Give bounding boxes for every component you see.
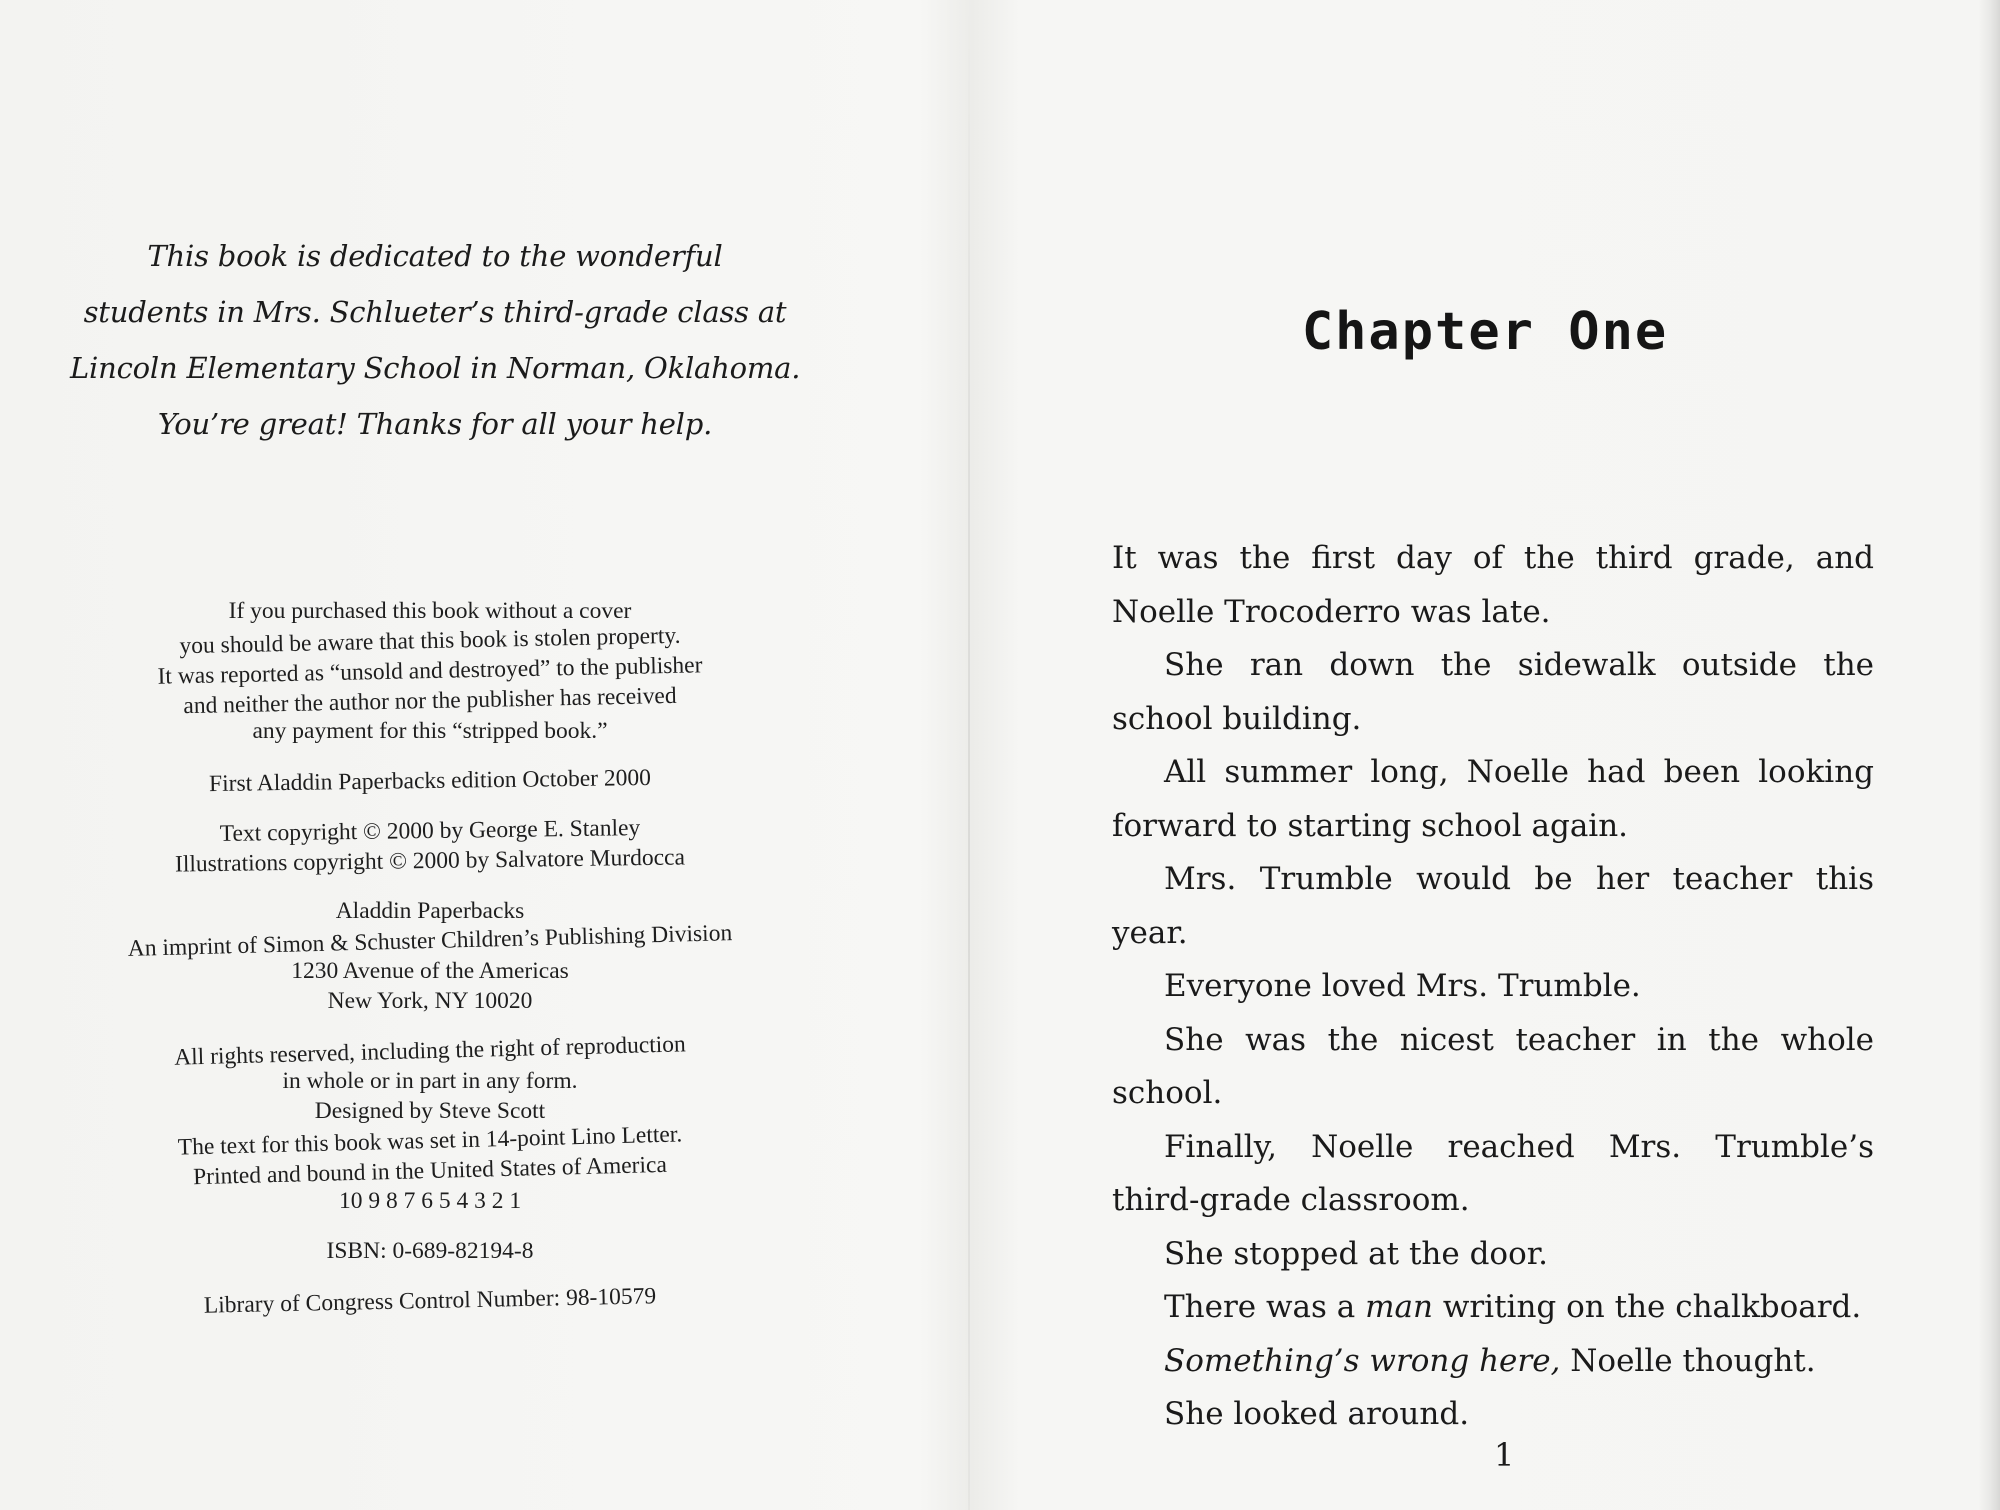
paragraph: She stopped at the door. [1164,1235,1549,1272]
lccn [80,1283,780,1319]
rights-line: All rights reserved, including the right of reproduction [173,1031,687,1071]
paragraph-text: Noelle thought. [1560,1342,1816,1379]
paragraph [1112,1281,1874,1335]
copyright-notices [80,816,780,876]
rights-line: Printed and bound in the United States of America [192,1151,668,1191]
dedication-line: students in Mrs. Schlueter’s third-grade class at [83,295,787,329]
paragraph [1112,1335,1874,1389]
paragraph: She was the nicest teacher in the whole school. [1112,1021,1874,1111]
publisher-info [80,896,780,1016]
dedication-line: You’re great! Thanks for all your help. [157,407,713,441]
publisher-line: Aladdin Paperbacks [335,898,525,924]
publisher-line: An imprint of Simon & Schuster Children’s Publishing Division [127,920,733,962]
chapter-body [1112,532,1874,1442]
copyright-line: Illustrations copyright © 2000 by Salvatore Murdocca [174,844,686,878]
emphasized-text: man [1365,1289,1433,1325]
stripped-book-notice [80,596,780,746]
edition-statement [80,766,780,796]
paragraph: It was the first day of the third grade, and Noelle Trocoderro was late. [1112,540,1874,630]
lccn-line: Library of Congress Control Number: 98-10579 [203,1283,657,1319]
rights-line: The text for this book was set in 14-point Lino Letter. [177,1121,683,1161]
paragraph-text: writing on the chalkboard. [1432,1289,1862,1325]
left-page [0,0,968,1510]
copyright-page [80,596,780,1336]
rights-statement [80,1031,780,1216]
notice-line: It was reported as “unsold and destroyed” to the publisher [157,652,703,690]
emphasized-text: Something’s wrong here, [1164,1342,1561,1379]
paragraph: All summer long, Noelle had been looking forward to starting school again. [1112,754,1874,844]
paragraph-text: There was a [1164,1289,1366,1325]
isbn [80,1236,780,1266]
paragraph: She ran down the sidewalk outside the school building. [1112,647,1874,737]
rights-line: Designed by Steve Scott [314,1098,546,1124]
rights-line: 10 9 8 7 6 5 4 3 2 1 [338,1188,522,1214]
page-number: 1 [1494,1436,1515,1474]
paragraph: Mrs. Trumble would be her teacher this year. [1112,861,1874,951]
dedication-line: Lincoln Elementary School in Norman, Oklahoma. [70,351,801,385]
notice-line: you should be aware that this book is stolen property. [179,622,681,660]
paragraph: Finally, Noelle reached Mrs. Trumble’s third-grade classroom. [1112,1128,1874,1218]
notice-line: If you purchased this book without a cover [228,598,632,624]
paragraph: She looked around. [1164,1396,1470,1432]
chapter-title: Chapter One [1301,302,1669,362]
right-page [970,0,2000,1510]
copyright-line: Text copyright © 2000 by George E. Stanley [219,815,641,847]
publisher-line: 1230 Avenue of the Americas [291,958,569,984]
notice-line: and neither the author nor the publisher has received [183,682,677,720]
dedication [70,228,800,452]
rights-line: in whole or in part in any form. [282,1068,578,1094]
paragraph: Everyone loved Mrs. Trumble. [1164,968,1641,1004]
edition-line: First Aladdin Paperbacks edition October 2000 [208,764,652,798]
dedication-line: This book is dedicated to the wonderful [147,239,723,273]
notice-line: any payment for this “stripped book.” [252,718,608,744]
publisher-line: New York, NY 10020 [327,988,533,1014]
isbn-line: ISBN: 0-689-82194-8 [326,1238,534,1264]
